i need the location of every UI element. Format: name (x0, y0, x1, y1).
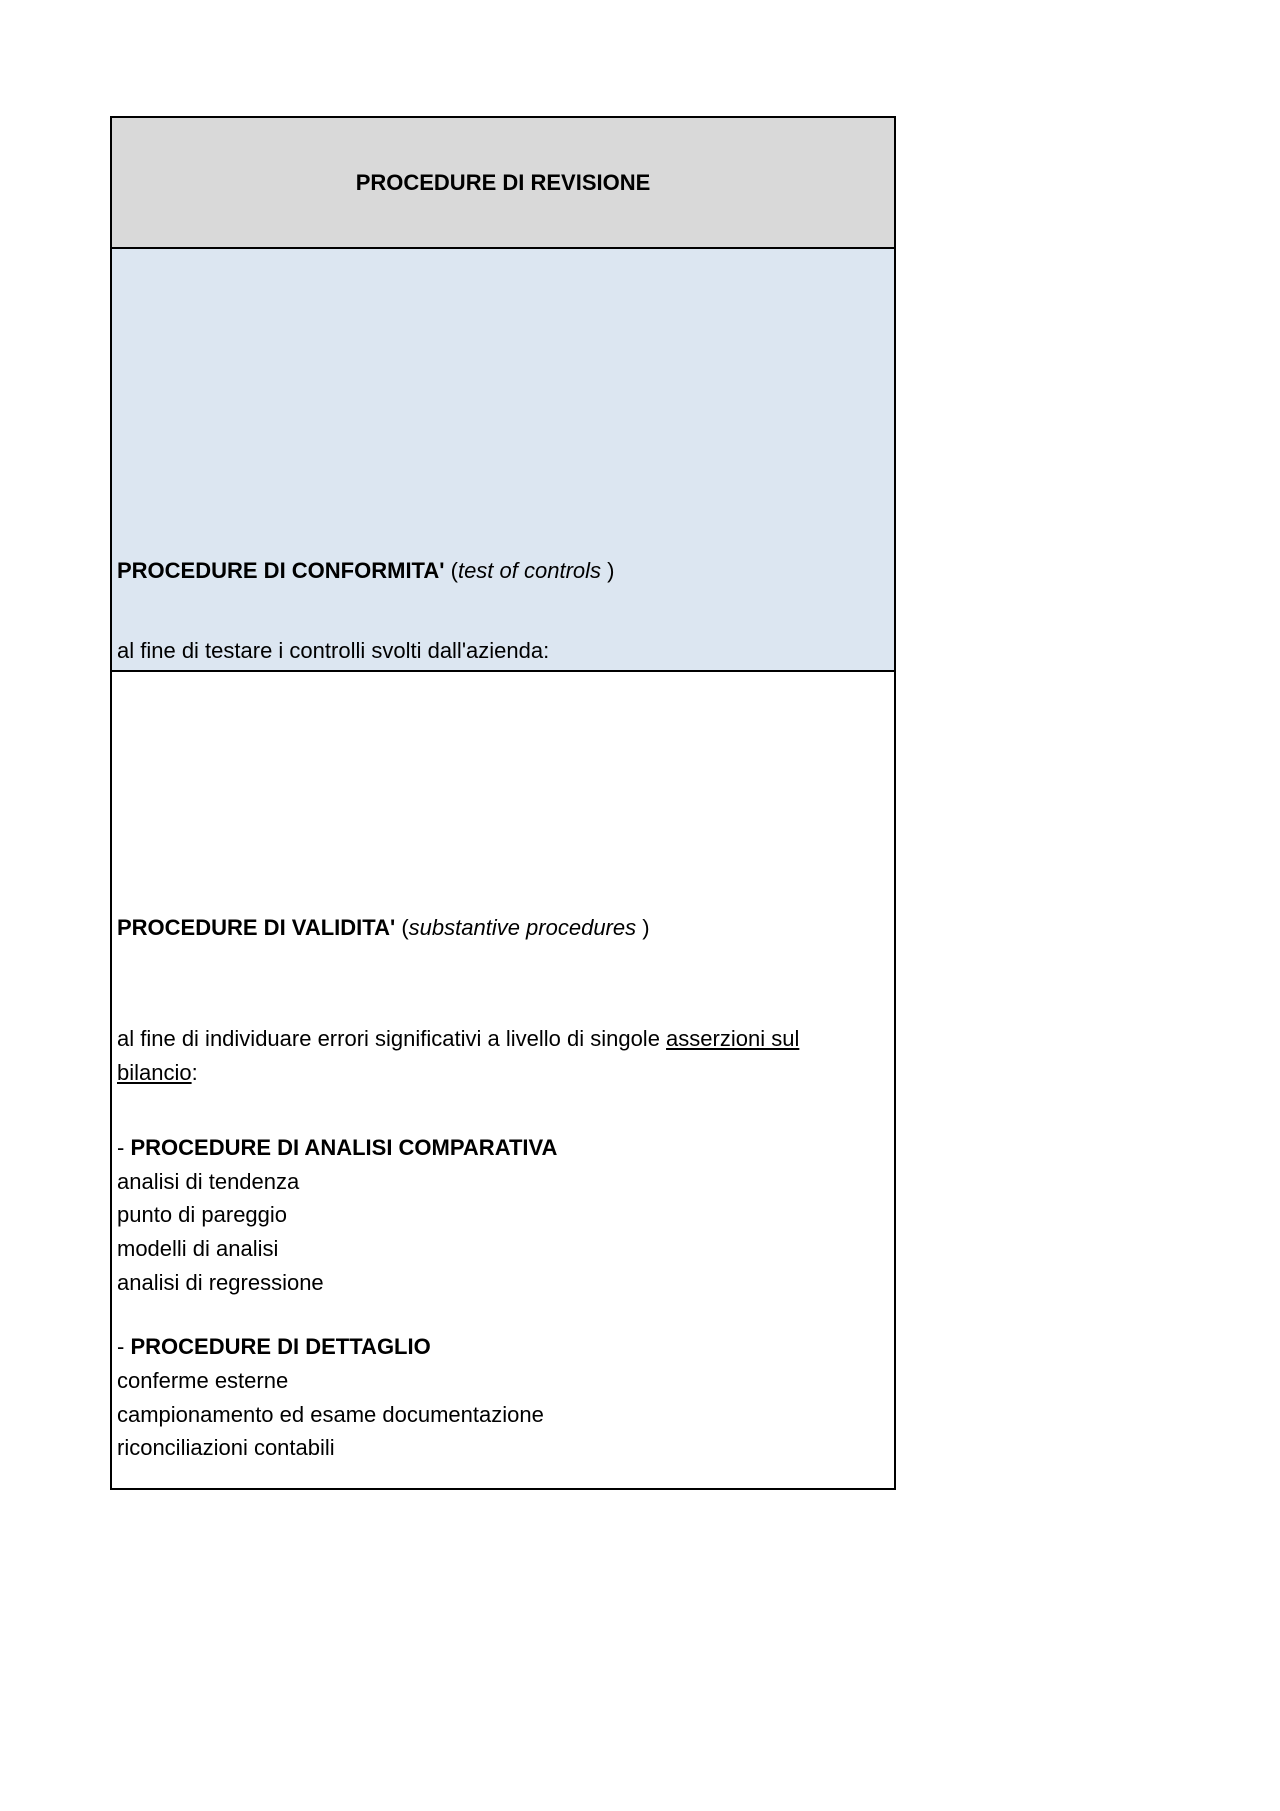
validita-intro-line-2: bilancio: (117, 1060, 198, 1085)
validita-cell (112, 672, 894, 1488)
comparativa-item: punto di pareggio (117, 1202, 288, 1227)
validita-intro-line-1: al fine di individuare errori significativi a livello di singole asserzioni sul (117, 1026, 800, 1051)
dettaglio-item: conferme esterne (117, 1368, 289, 1393)
comparativa-item: modelli di analisi (117, 1236, 279, 1261)
table-header-title: PROCEDURE DI REVISIONE (355, 169, 651, 195)
dettaglio-item: campionamento ed esame documentazione (117, 1402, 544, 1427)
comparativa-item: analisi di regressione (117, 1270, 324, 1295)
procedure-table (110, 116, 896, 1490)
comparativa-item: analisi di tendenza (117, 1169, 300, 1194)
table-header-cell (112, 118, 894, 249)
dettaglio-item: riconciliazioni contabili (117, 1435, 335, 1460)
dettaglio-heading: - PROCEDURE DI DETTAGLIO (117, 1334, 431, 1359)
comparativa-heading: - PROCEDURE DI ANALISI COMPARATIVA (117, 1135, 558, 1160)
conformita-cell (112, 249, 894, 672)
conformita-title: PROCEDURE DI CONFORMITA' (test of controls ) (117, 558, 615, 583)
validita-title: PROCEDURE DI VALIDITA' (substantive procedures ) (117, 915, 650, 940)
conformita-intro: al fine di testare i controlli svolti dall'azienda: (117, 638, 550, 663)
